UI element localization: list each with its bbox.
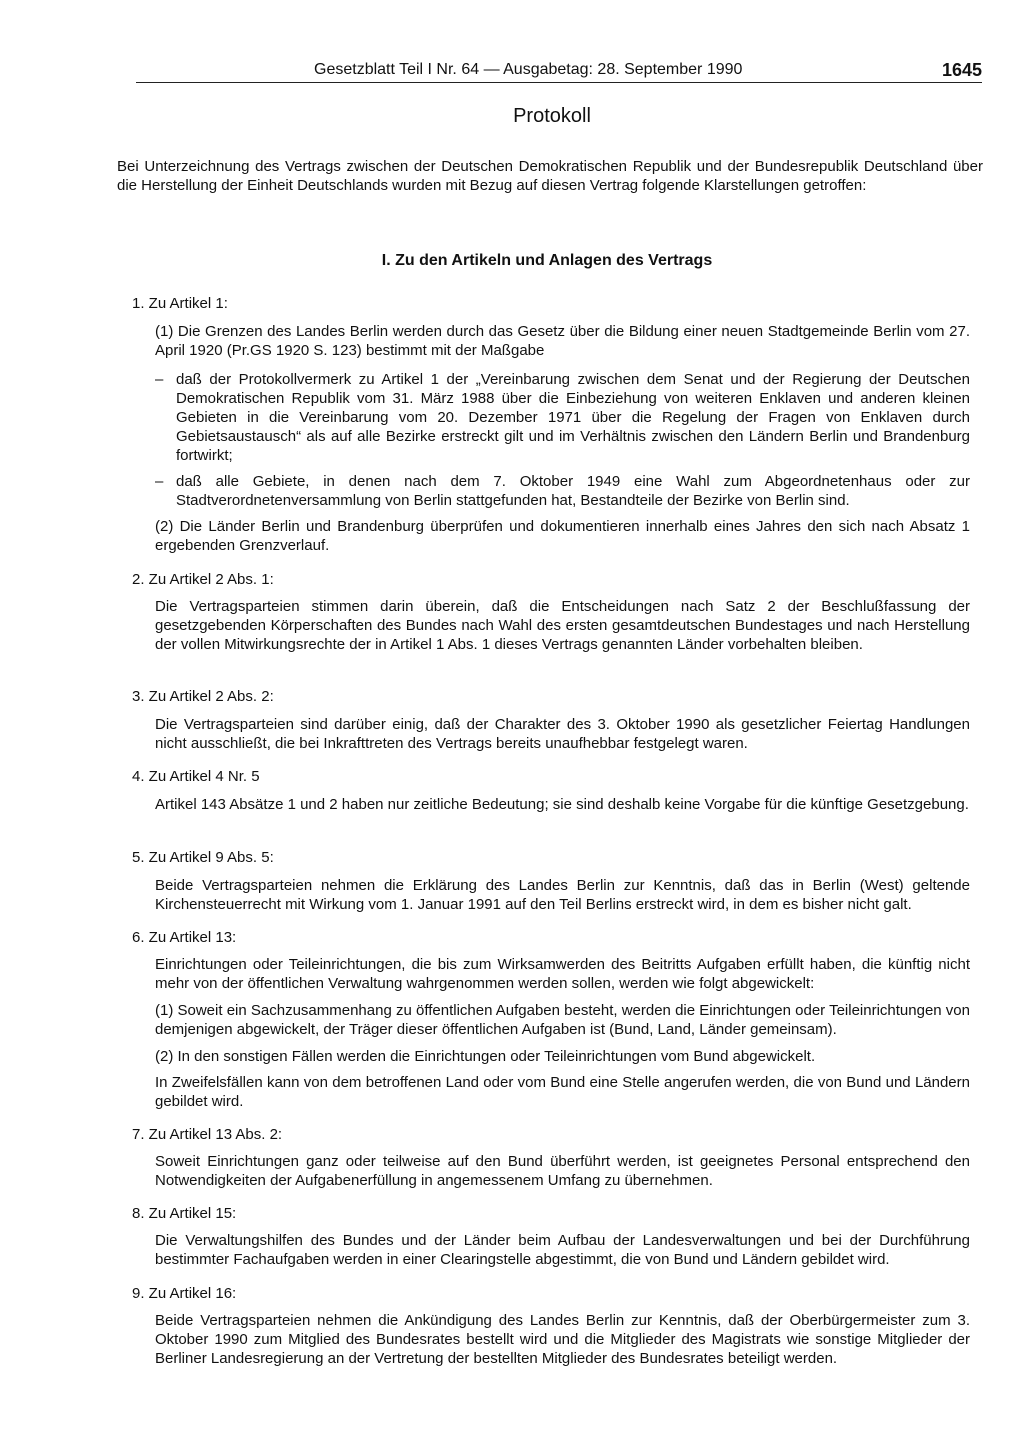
section-heading: I. Zu den Artikeln und Anlagen des Vertrags (381, 252, 713, 269)
item-paragraph: In Zweifelsfällen kann von dem betroffenen Land oder vom Bund eine Stelle angerufen werden, die von Bund und Ländern gebildet wird. (155, 1074, 970, 1110)
item-label: 9. Zu Artikel 16: (132, 1285, 237, 1302)
document-title: Protokoll (513, 105, 591, 127)
dash-list-text: daß der Protokollvermerk zu Artikel 1 der „Vereinbarung zwischen dem Senat und der Regierung der Deutschen Demokratischen Republik vom 31. März 1988 über die Einbeziehung von weiteren Enklaven und anderen kleinen Gebieten in die Vereinbarung vom 20. Dezember 1971 über die Regelung der Fragen von Enklaven durch Gebietsaustausch“ als auf alle Bezirke erstreckt gilt und im Verhältnis zwischen den Ländern Berlin und Brandenburg fortwirkt; (176, 371, 970, 464)
dash-list-text: daß alle Gebiete, in denen nach dem 7. Oktober 1949 eine Wahl zum Abgeordnetenhaus oder zur Stadtverordnetenversammlung von Berlin stattgefunden hat, Bestandteile der Bezirke von Berlin sind. (176, 473, 970, 509)
item-paragraph: Artikel 143 Absätze 1 und 2 haben nur zeitliche Bedeutung; sie sind deshalb keine Vorgabe für die künftige Gesetzgebung. (155, 796, 969, 813)
item-label: 1. Zu Artikel 1: (132, 295, 228, 312)
item-paragraph: (1) Die Grenzen des Landes Berlin werden durch das Gesetz über die Bildung einer neuen Stadtgemeinde Berlin vom 27. April 1920 (Pr.GS 1920 S. 123) bestimmt mit der Maßgabe (155, 323, 970, 359)
item-paragraph: Die Verwaltungshilfen des Bundes und der Länder beim Aufbau der Landesverwaltungen und bei der Durchführung bestimmter Fachaufgaben werden in einer Clearingstelle abgestimmt, die von Bund und Ländern gebildet wird. (155, 1232, 970, 1268)
item-paragraph: (1) Soweit ein Sachzusammenhang zu öffentlichen Aufgaben besteht, werden die Einrichtungen oder Teileinrichtungen von demjenigen abgewickelt, der Träger dieser öffentlichen Aufgaben ist (Bund, Land, Länder gemeinsam). (155, 1002, 970, 1038)
item-label: 5. Zu Artikel 9 Abs. 5: (132, 849, 274, 866)
intro-paragraph: Bei Unterzeichnung des Vertrags zwischen der Deutschen Demokratischen Republik und der Bundesrepublik Deutschland über die Herstellung der Einheit Deutschlands wurden mit Bezug auf diesen Vertrag folgende Klarstellungen getroffen: (117, 158, 983, 194)
page-number: 1645 (941, 60, 982, 80)
item-label: 8. Zu Artikel 15: (132, 1205, 237, 1222)
item-label: 6. Zu Artikel 13: (132, 929, 237, 946)
dash-bullet: – (155, 473, 164, 490)
item-paragraph: Die Vertragsparteien stimmen darin überein, daß die Entscheidungen nach Satz 2 der Beschlußfassung der gesetzgebenden Körperschaften des Bundes nach Wahl des ersten gesamtdeutschen Bundestages und nach Herstellung der vollen Mitwirkungsrechte der in Artikel 1 Abs. 1 dieses Vertrags genannten Länder vorbehalten bleiben. (155, 598, 970, 653)
item-label: 2. Zu Artikel 2 Abs. 1: (132, 571, 274, 588)
header-text: Gesetzblatt Teil I Nr. 64 — Ausgabetag: 28. September 1990 (314, 61, 743, 78)
item-label: 3. Zu Artikel 2 Abs. 2: (132, 688, 274, 705)
item-paragraph: (2) Die Länder Berlin und Brandenburg überprüfen und dokumentieren innerhalb eines Jahres den sich nach Absatz 1 ergebenden Grenzverlauf. (155, 518, 970, 554)
item-paragraph: Soweit Einrichtungen ganz oder teilweise auf den Bund überführt werden, ist geeignetes Personal entsprechend den Notwendigkeiten der Aufgabenerfüllung in angemessenem Umfang zu übernehmen. (155, 1153, 970, 1189)
item-paragraph: Die Vertragsparteien sind darüber einig, daß der Charakter des 3. Oktober 1990 als gesetzlicher Feiertag Handlungen nicht ausschließt, die bei Inkrafttreten des Vertrags bereits unaufhebbar festgelegt waren. (155, 716, 970, 752)
item-label: 4. Zu Artikel 4 Nr. 5 (132, 768, 260, 785)
dash-list-item (155, 370, 970, 465)
item-label: 7. Zu Artikel 13 Abs. 2: (132, 1126, 283, 1143)
item-paragraph: Einrichtungen oder Teileinrichtungen, die bis zum Wirksamwerden des Beitritts Aufgaben erfüllt haben, die künftig nicht mehr von der öffentlichen Verwaltung wahrgenommen werden sollen, werden wie folgt abgewickelt: (155, 956, 970, 992)
item-paragraph: Beide Vertragsparteien nehmen die Erklärung des Landes Berlin zur Kenntnis, daß das in Berlin (West) geltende Kirchensteuerrecht mit Wirkung vom 1. Januar 1991 auf den Teil Berlins erstreckt wird, in dem es bisher nicht galt. (155, 877, 970, 913)
item-paragraph: (2) In den sonstigen Fällen werden die Einrichtungen oder Teileinrichtungen vom Bund abgewickelt. (155, 1048, 816, 1065)
dash-list-item (155, 472, 970, 510)
dash-bullet: – (155, 371, 164, 388)
item-paragraph: Beide Vertragsparteien nehmen die Ankündigung des Landes Berlin zur Kenntnis, daß der Oberbürgermeister zum 3. Oktober 1990 zum Mitglied des Bundesrates bestellt wird und die Mitglieder des Magistrats wie sonstige Mitglieder der Berliner Landesregierung an der Vertretung der bestellten Mitglieder des Bundesrates beteiligt werden. (155, 1312, 970, 1367)
